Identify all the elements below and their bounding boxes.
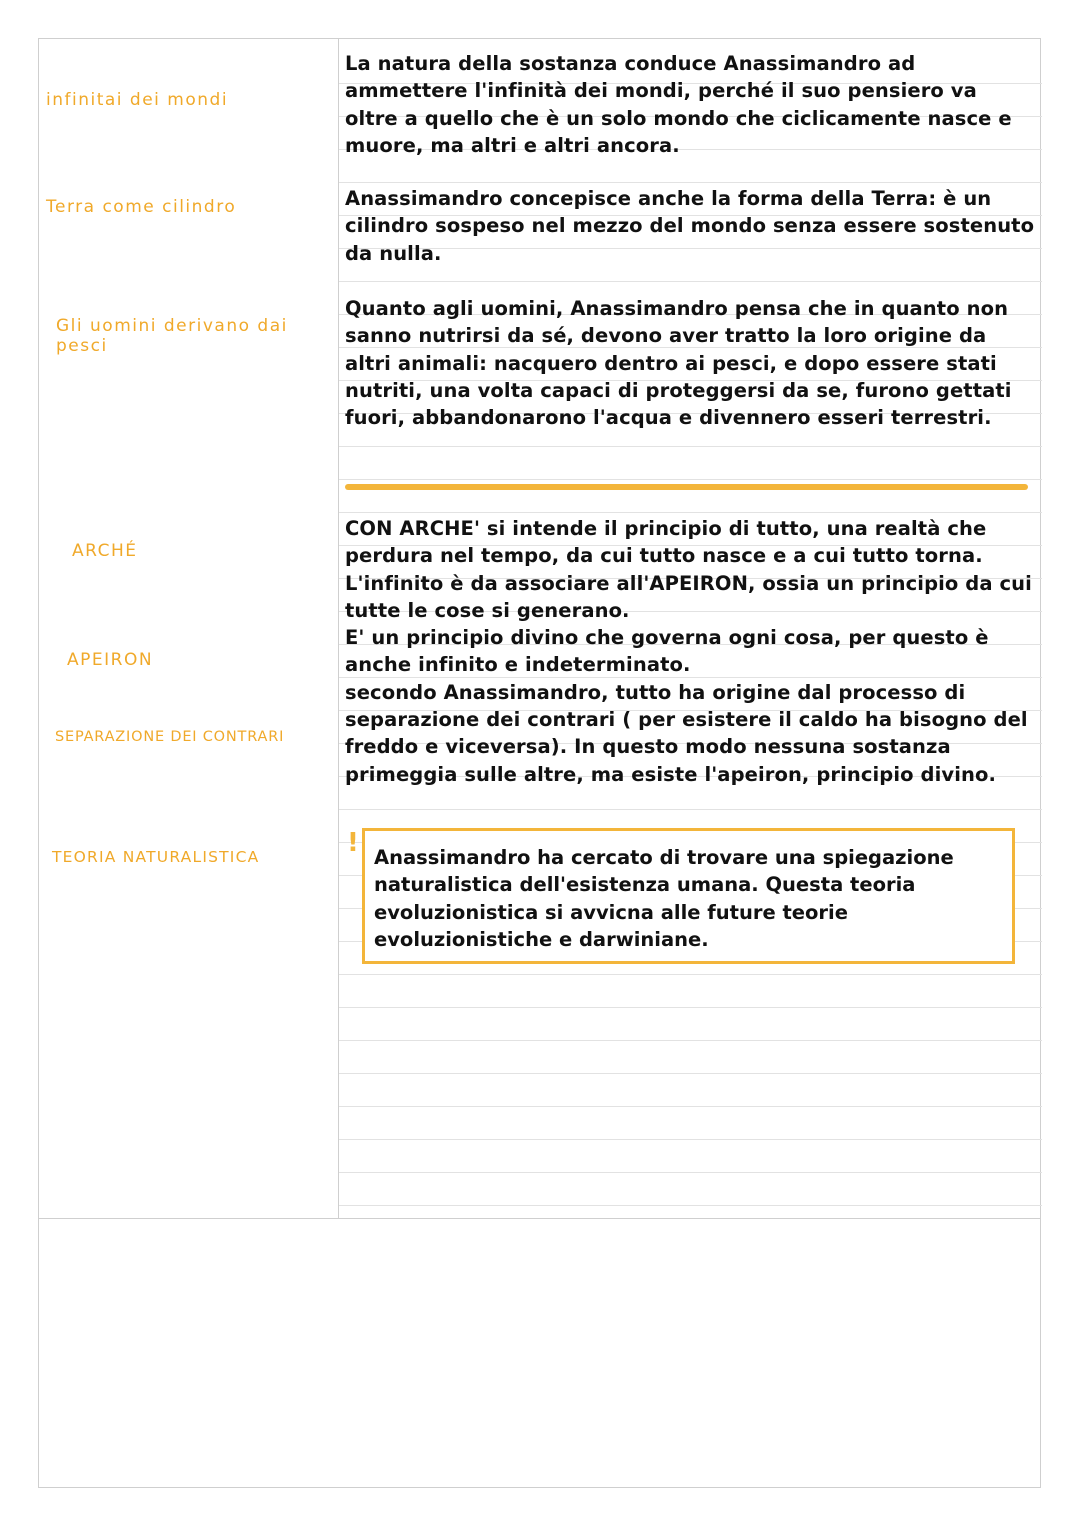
note-arche-block bbox=[345, 515, 1035, 788]
note-uomini-pesci bbox=[345, 295, 1035, 431]
cue-uomini-derivano-dai-pesci: Gli uomini derivano dai pesci bbox=[56, 316, 288, 356]
note-terra-cilindro bbox=[345, 185, 1035, 267]
note-infinita-dei-mondi bbox=[345, 50, 1035, 159]
cue-apeiron: APEIRON bbox=[67, 650, 154, 670]
exclamation-icon: ! bbox=[347, 828, 359, 858]
note-arche-text: CON ARCHE' si intende il principio di tutto, una realtà che perdura nel tempo, da cui tutto nasce e a cui tutto torna. bbox=[345, 517, 987, 568]
section-divider bbox=[345, 484, 1028, 490]
cue-teoria-naturalistica: TEORIA NATURALISTICA bbox=[52, 848, 260, 866]
note-divino-text: E' un principio divino che governa ogni cosa, per questo è anche infinito e indeterminato. bbox=[345, 626, 989, 677]
cue-column bbox=[39, 39, 339, 1218]
note-terra-text: Anassimandro concepisce anche la forma della Terra: è un cilindro sospeso nel mezzo del mondo senza essere sostenuto da nulla. bbox=[345, 187, 1035, 265]
note-infinito-text: L'infinito è da associare all'APEIRON, ossia un principio da cui tutte le cose si generano. bbox=[345, 571, 1032, 622]
note-uomini-text: Quanto agli uomini, Anassimandro pensa che in quanto non sanno nutrirsi da sé, devono aver tratto la loro origine da altri animali: nacquero dentro ai pesci, e dopo essere stati nutriti, una volta capaci di proteggersi da se, furono gettati fuori, abbandonarono l'acqua e divennero esseri terrestri. bbox=[345, 297, 1012, 430]
notes-page bbox=[38, 38, 1041, 1488]
note-infinita-text: La natura della sostanza conduce Anassimandro ad ammettere l'infinità dei mondi, perché il suo pensiero va oltre a quello che è un solo mondo che ciclicamente nasce e muore, ma altri e altri ancora. bbox=[345, 52, 1012, 157]
cue-infinita-dei-mondi: infinitai dei mondi bbox=[46, 90, 229, 110]
cue-arche: ARCHÉ bbox=[72, 541, 138, 561]
callout-box bbox=[362, 828, 1015, 964]
notes-column bbox=[339, 39, 1042, 1218]
cue-separazione-dei-contrari: SEPARAZIONE DEI CONTRARI bbox=[55, 729, 285, 745]
summary-area bbox=[39, 1218, 1040, 1487]
note-separazione-text: secondo Anassimandro, tutto ha origine dal processo di separazione dei contrari ( per esistere il caldo ha bisogno del freddo e viceversa). In questo modo nessuna sostanza primeggia sulle altre, ma esiste l'apeiron, principio divino. bbox=[345, 680, 1028, 786]
cue-terra-come-cilindro: Terra come cilindro bbox=[46, 197, 237, 217]
callout-text: Anassimandro ha cercato di trovare una spiegazione naturalistica dell'esistenza umana. Questa teoria evoluzionistica si avvicna alle future teorie evoluzionistiche e darwiniane. bbox=[374, 846, 954, 951]
